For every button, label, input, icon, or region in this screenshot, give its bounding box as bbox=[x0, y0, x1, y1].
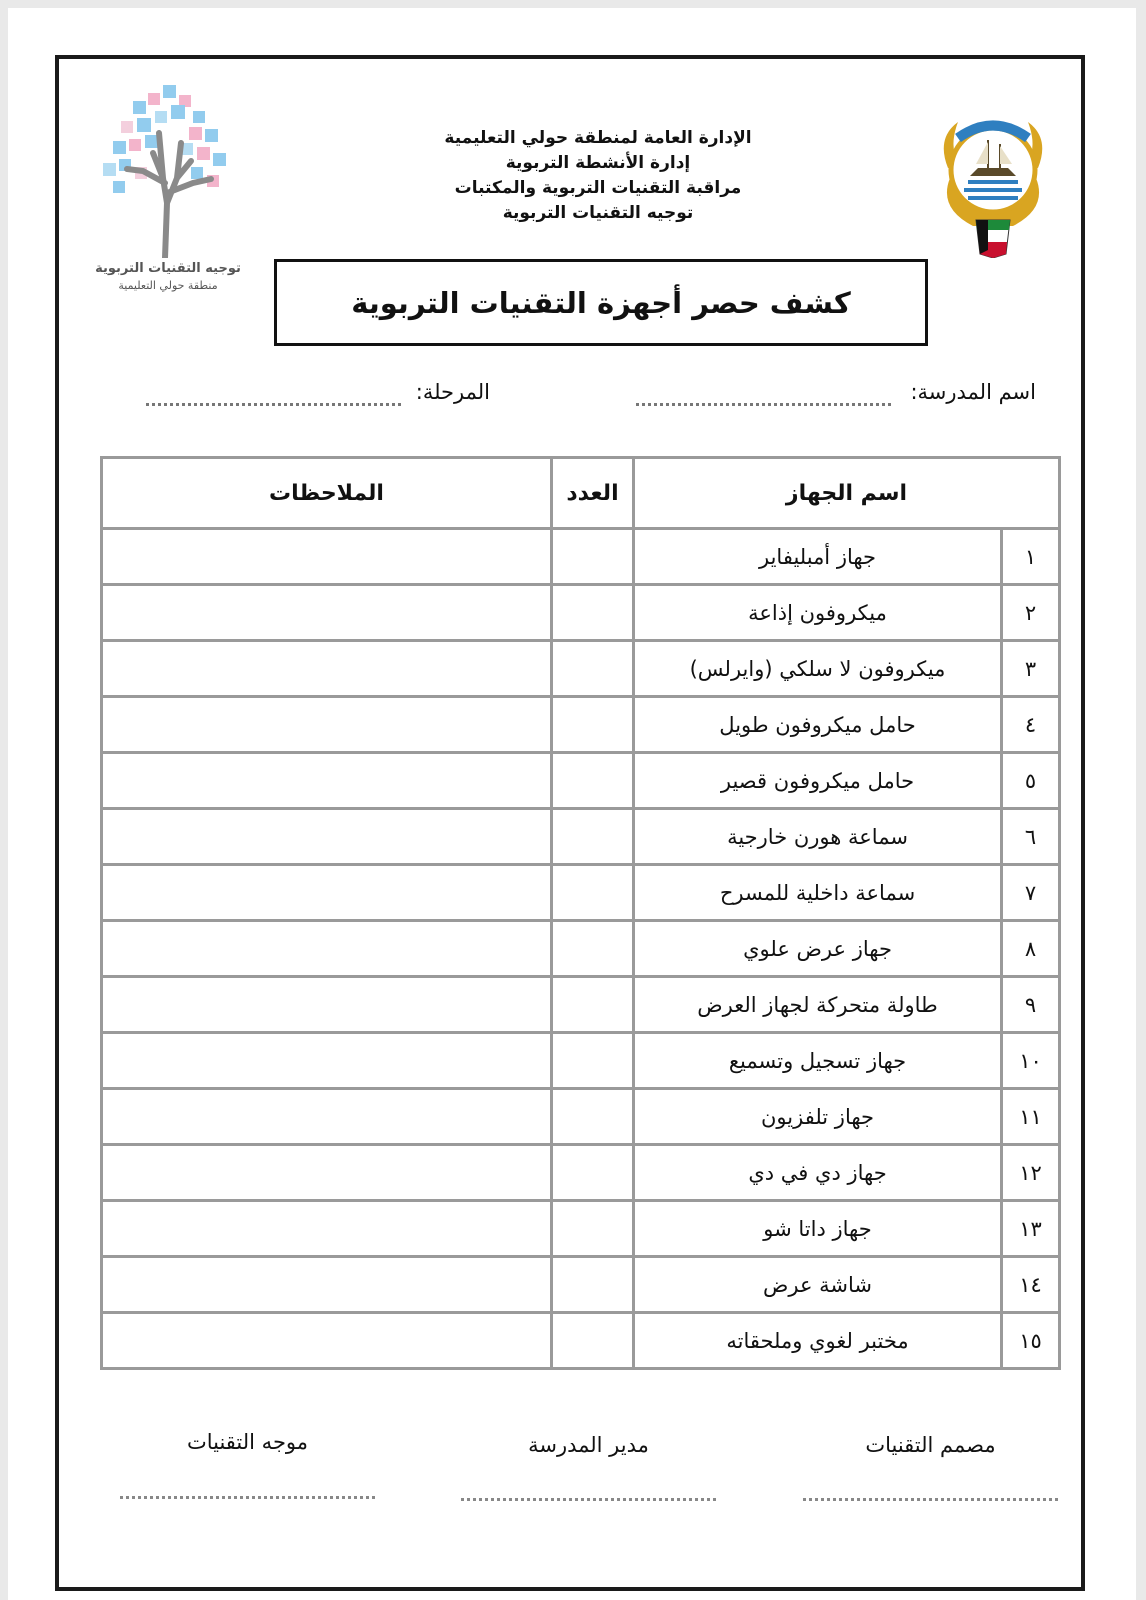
notes-cell[interactable] bbox=[102, 809, 552, 865]
row-number: ٧ bbox=[1002, 865, 1060, 921]
device-name: جهاز عرض علوي bbox=[634, 921, 1002, 977]
device-name: جهاز أمبليفاير bbox=[634, 529, 1002, 585]
count-cell[interactable] bbox=[552, 865, 634, 921]
kuwait-emblem bbox=[928, 108, 1058, 258]
row-number: ١٠ bbox=[1002, 1033, 1060, 1089]
count-cell[interactable] bbox=[552, 697, 634, 753]
row-number: ٨ bbox=[1002, 921, 1060, 977]
device-name: سماعة هورن خارجية bbox=[634, 809, 1002, 865]
header-block bbox=[408, 126, 788, 226]
notes-cell[interactable] bbox=[102, 529, 552, 585]
logo-subtitle: منطقة حولي التعليمية bbox=[118, 279, 218, 292]
device-name: جهاز تسجيل وتسميع bbox=[634, 1033, 1002, 1089]
stage-line[interactable] bbox=[146, 403, 401, 406]
kuwait-emblem-icon bbox=[928, 108, 1058, 258]
row-number: ٥ bbox=[1002, 753, 1060, 809]
header-line: توجيه التقنيات التربوية bbox=[502, 203, 694, 223]
row-number: ١٤ bbox=[1002, 1257, 1060, 1313]
device-name: طاولة متحركة لجهاز العرض bbox=[634, 977, 1002, 1033]
table-row bbox=[102, 1033, 1060, 1089]
device-name: جهاز داتا شو bbox=[634, 1201, 1002, 1257]
notes-cell[interactable] bbox=[102, 1089, 552, 1145]
logo-title: توجيه التقنيات التربوية bbox=[95, 261, 241, 276]
notes-cell[interactable] bbox=[102, 697, 552, 753]
document-page bbox=[8, 8, 1136, 1600]
table-row bbox=[102, 585, 1060, 641]
notes-cell[interactable] bbox=[102, 1257, 552, 1313]
row-number: ٩ bbox=[1002, 977, 1060, 1033]
notes-cell[interactable] bbox=[102, 921, 552, 977]
device-name: جهاز دي في دي bbox=[634, 1145, 1002, 1201]
notes-cell[interactable] bbox=[102, 865, 552, 921]
header-line: مراقبة التقنيات التربوية والمكتبات bbox=[454, 178, 742, 198]
device-name: حامل ميكروفون قصير bbox=[634, 753, 1002, 809]
stage-label: المرحلة: bbox=[415, 380, 490, 404]
signature-designer-line[interactable] bbox=[803, 1498, 1058, 1501]
row-number: ١٥ bbox=[1002, 1313, 1060, 1369]
device-name: حامل ميكروفون طويل bbox=[634, 697, 1002, 753]
count-cell[interactable] bbox=[552, 921, 634, 977]
device-name: شاشة عرض bbox=[634, 1257, 1002, 1313]
header-line: الإدارة العامة لمنطقة حولي التعليمية bbox=[444, 128, 752, 148]
notes-cell[interactable] bbox=[102, 977, 552, 1033]
header-line: إدارة الأنشطة التربوية bbox=[505, 153, 691, 173]
count-cell[interactable] bbox=[552, 809, 634, 865]
row-number: ١١ bbox=[1002, 1089, 1060, 1145]
device-name: ميكروفون إذاعة bbox=[634, 585, 1002, 641]
notes-cell[interactable] bbox=[102, 1145, 552, 1201]
table-row bbox=[102, 1145, 1060, 1201]
table-row bbox=[102, 921, 1060, 977]
signature-supervisor-label: موجه التقنيات bbox=[186, 1430, 309, 1454]
row-number: ٢ bbox=[1002, 585, 1060, 641]
table-row bbox=[102, 753, 1060, 809]
signature-supervisor-line[interactable] bbox=[120, 1496, 375, 1499]
count-cell[interactable] bbox=[552, 753, 634, 809]
table-row bbox=[102, 529, 1060, 585]
device-name: جهاز تلفزيون bbox=[634, 1089, 1002, 1145]
count-cell[interactable] bbox=[552, 1145, 634, 1201]
count-cell[interactable] bbox=[552, 1201, 634, 1257]
count-cell[interactable] bbox=[552, 529, 634, 585]
row-number: ١٣ bbox=[1002, 1201, 1060, 1257]
device-inventory-table bbox=[100, 456, 1061, 1370]
table-row bbox=[102, 1257, 1060, 1313]
notes-cell[interactable] bbox=[102, 753, 552, 809]
header-device-name: اسم الجهاز bbox=[634, 458, 1060, 529]
table-row bbox=[102, 977, 1060, 1033]
table-row bbox=[102, 697, 1060, 753]
row-number: ١ bbox=[1002, 529, 1060, 585]
count-cell[interactable] bbox=[552, 1033, 634, 1089]
count-cell[interactable] bbox=[552, 1257, 634, 1313]
tree-logo bbox=[93, 83, 243, 298]
row-number: ١٢ bbox=[1002, 1145, 1060, 1201]
count-cell[interactable] bbox=[552, 585, 634, 641]
device-name: ميكروفون لا سلكي (وايرلس) bbox=[634, 641, 1002, 697]
table-row bbox=[102, 865, 1060, 921]
notes-cell[interactable] bbox=[102, 641, 552, 697]
table-row bbox=[102, 1313, 1060, 1369]
school-name-line[interactable] bbox=[636, 403, 891, 406]
device-name: مختبر لغوي وملحقاته bbox=[634, 1313, 1002, 1369]
table-row bbox=[102, 641, 1060, 697]
row-number: ٦ bbox=[1002, 809, 1060, 865]
row-number: ٣ bbox=[1002, 641, 1060, 697]
row-number: ٤ bbox=[1002, 697, 1060, 753]
count-cell[interactable] bbox=[552, 1089, 634, 1145]
notes-cell[interactable] bbox=[102, 1313, 552, 1369]
table-row bbox=[102, 809, 1060, 865]
signature-principal-line[interactable] bbox=[461, 1498, 716, 1501]
notes-cell[interactable] bbox=[102, 585, 552, 641]
notes-cell[interactable] bbox=[102, 1201, 552, 1257]
count-cell[interactable] bbox=[552, 977, 634, 1033]
notes-cell[interactable] bbox=[102, 1033, 552, 1089]
tree-logo-graphic bbox=[93, 83, 243, 258]
header-count: العدد bbox=[552, 458, 634, 529]
school-name-label: اسم المدرسة: bbox=[910, 380, 1036, 404]
table-row bbox=[102, 1201, 1060, 1257]
header-notes: الملاحظات bbox=[102, 458, 552, 529]
signature-designer-label: مصمم التقنيات bbox=[865, 1433, 996, 1457]
page-title: كشف حصر أجهزة التقنيات التربوية bbox=[351, 285, 851, 320]
device-name: سماعة داخلية للمسرح bbox=[634, 865, 1002, 921]
signature-principal-label: مدير المدرسة bbox=[528, 1433, 649, 1457]
count-cell[interactable] bbox=[552, 641, 634, 697]
count-cell[interactable] bbox=[552, 1313, 634, 1369]
table-row bbox=[102, 1089, 1060, 1145]
title-box bbox=[274, 259, 928, 346]
table-header-row bbox=[102, 458, 1060, 529]
